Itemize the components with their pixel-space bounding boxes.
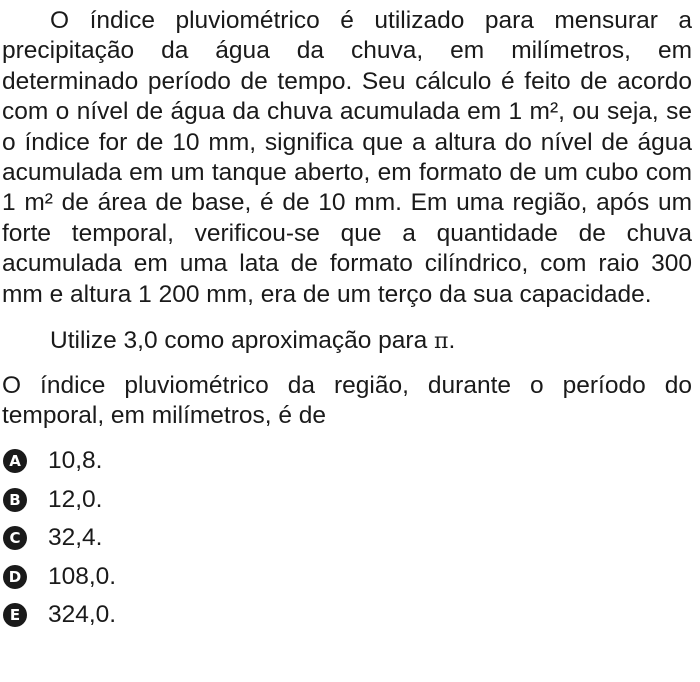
option-a-letter-icon: A xyxy=(3,449,27,473)
option-b-letter-icon: B xyxy=(3,488,27,512)
option-d-value: 108,0. xyxy=(48,562,117,590)
hint-text: Utilize 3,0 como aproximação para xyxy=(50,327,435,355)
option-b-value: 12,0. xyxy=(48,485,103,513)
option-d[interactable] xyxy=(2,557,692,596)
option-e-letter-icon: E xyxy=(3,603,27,627)
option-c[interactable] xyxy=(2,519,692,558)
question-prompt: O índice pluviométrico da região, durante o período do temporal, em milímetros, é de xyxy=(2,372,692,430)
option-d-letter-icon: D xyxy=(3,565,27,589)
option-a[interactable] xyxy=(2,442,692,481)
option-c-letter-icon: C xyxy=(3,526,27,550)
option-c-value: 32,4. xyxy=(48,524,103,552)
option-e[interactable] xyxy=(2,596,692,635)
option-a-value: 10,8. xyxy=(48,447,103,475)
pi-symbol: π xyxy=(434,329,449,355)
option-e-value: 324,0. xyxy=(48,601,117,629)
option-b[interactable] xyxy=(2,480,692,519)
answer-options xyxy=(2,442,692,635)
pi-approximation-note xyxy=(2,326,692,357)
question-text: O índice pluviométrico é utilizado para mensurar a precipitação da água da chuva, em milímetros, em determinado período de tempo. Seu cálculo é feito de acordo com o nível de água da chuva acumulada em 1 m², ou seja, se o índice for de 10 mm, significa que a altura do nível de água acumulada em um tanque aberto, em formato de um cubo com 1 m² de área de base, é de 10 mm. Em uma região, após um forte temporal, verificou-se que a quantidade de chuva acumulada em uma lata de formato cilíndrico, com raio 300 mm e altura 1 200 mm, era de um terço da sua capacidade. xyxy=(2,7,692,308)
hint-end: . xyxy=(448,327,456,355)
